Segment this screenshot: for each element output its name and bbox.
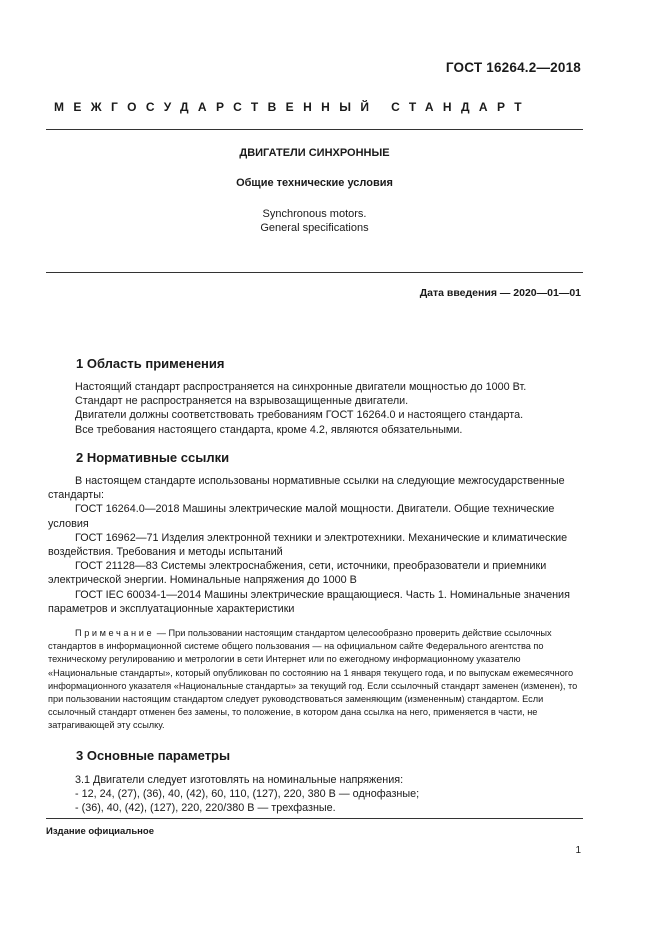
paragraph: В настоящем стандарте использованы нормативные ссылки на следующие межгосударственные стандарты: bbox=[48, 475, 565, 502]
reference-item: ГОСТ 16264.0—2018 Машины электрические малой мощности. Двигатели. Общие технические условия bbox=[48, 503, 555, 530]
list-item: - (36), 40, (42), (127), 220, 220/380 В — трехфазные. bbox=[75, 802, 336, 815]
note-text: — При пользовании настоящим стандартом целесообразно проверить действие ссылочных стандартов в информационной системе общего пользования — на официальном сайте Федерального агентства по техническому регулированию и метрологии в сети Интернет или по ежегодному информационному указателю «Национальные стандарты», который опубликован по состоянию на 1 января текущего года, и по выпускам ежемесячного информационного указателя «Национальные стандарты» за текущий год. Если ссылочный стандарт заменен (изменен), то при пользовании настоящим стандартом следует руководствоваться заменяющим (измененным) стандартом. Если ссылочный стандарт отменен без замены, то положение, в котором дана ссылка на него, применяется в части, не затрагивающей эту ссылку. bbox=[48, 628, 578, 731]
english-title-line: Synchronous motors. bbox=[262, 208, 367, 220]
section-heading-scope: 1 Область применения bbox=[76, 356, 225, 371]
document-title: ДВИГАТЕЛИ СИНХРОННЫЕ bbox=[239, 147, 390, 159]
paragraph: Настоящий стандарт распространяется на синхронные двигатели мощностью до 1000 Вт. bbox=[75, 381, 527, 393]
reference-item: ГОСТ 16962—71 Изделия электронной техники и электротехники. Механические и климатические воздействия. Требования и методы испытаний bbox=[48, 531, 568, 559]
paragraph: Стандарт не распространяется на взрывозащищенные двигатели. bbox=[75, 395, 409, 408]
note bbox=[48, 627, 582, 733]
reference-item: ГОСТ IEC 60034-1—2014 Машины электрические вращающиеся. Часть 1. Номинальные значения параметров и эксплуатационные характеристики bbox=[48, 588, 570, 615]
list-item: - 12, 24, (27), (36), 40, (42), 60, 110, (127), 220, 380 В — однофазные; bbox=[75, 788, 420, 801]
paragraph: 3.1 Двигатели следует изготовлять на номинальные напряжения: bbox=[75, 774, 404, 786]
title-divider bbox=[46, 272, 583, 273]
section-heading-normative-references: 2 Нормативные ссылки bbox=[76, 450, 230, 465]
english-title bbox=[0, 207, 629, 235]
official-edition-label: Издание официальное bbox=[46, 826, 154, 837]
section-body-main-parameters bbox=[48, 773, 582, 816]
section-body-normative-references bbox=[48, 474, 582, 616]
gost-number: ГОСТ 16264.2—2018 bbox=[445, 60, 581, 75]
note-label: Примечание bbox=[75, 628, 155, 638]
reference-item: ГОСТ 21128—83 Системы электроснабжения, сети, источники, преобразователи и приемники электрической энергии. Номинальные напряжения до 1000 В bbox=[48, 560, 547, 587]
section-body-scope bbox=[48, 380, 582, 437]
section-heading-main-parameters: 3 Основные параметры bbox=[76, 748, 231, 763]
document-subtitle: Общие технические условия bbox=[236, 177, 393, 189]
header-divider bbox=[46, 129, 583, 130]
paragraph: Все требования настоящего стандарта, кроме 4.2, являются обязательными. bbox=[75, 423, 463, 436]
page-number: 1 bbox=[575, 845, 581, 856]
introduction-date: Дата введения — 2020—01—01 bbox=[419, 287, 581, 299]
interstate-standard-heading: МЕЖГОСУДАРСТВЕННЫЙ СТАНДАРТ bbox=[54, 100, 531, 114]
paragraph: Двигатели должны соответствовать требованиям ГОСТ 16264.0 и настоящего стандарта. bbox=[75, 409, 524, 422]
footer-divider bbox=[46, 818, 583, 819]
english-title-line: General specifications bbox=[260, 222, 369, 234]
